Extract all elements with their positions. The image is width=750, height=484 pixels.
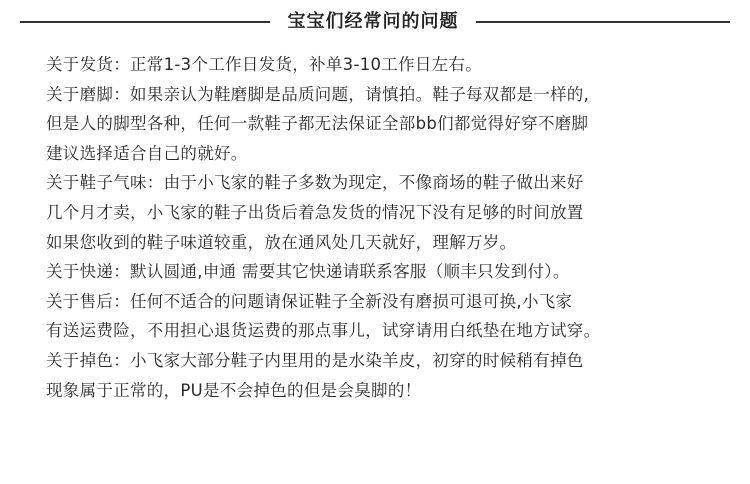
faq-line-fading-2: 现象属于正常的，PU是不会掉色的但是会臭脚的！: [46, 380, 422, 400]
faq-line-odor-1: 关于鞋子气味：由于小飞家的鞋子多数为现定，不像商场的鞋子做出来好: [46, 173, 584, 193]
faq-line-aftersales-1: 关于售后：任何不适合的问题请保证鞋子全新没有磨损可退可换,小飞家: [46, 291, 573, 311]
page-title: 宝宝们经常问的问题: [287, 11, 459, 32]
header-divider-right: [476, 21, 730, 23]
faq-body: [46, 50, 736, 405]
faq-line-chafing-2: 但是人的脚型各种，任何一款鞋子都无法保证全部bb们都觉得好穿不磨脚: [46, 114, 589, 134]
header-divider-left: [20, 21, 270, 23]
faq-line-courier: 关于快递：默认圆通,申通 需要其它快递请联系客服（顺丰只发到付）。: [46, 262, 570, 282]
faq-line-chafing-1: 关于磨脚：如果亲认为鞋磨脚是品质问题，请慎拍。鞋子每双都是一样的,: [46, 84, 590, 104]
faq-line-chafing-3: 建议选择适合自己的就好。: [46, 143, 248, 163]
faq-line-odor-3: 如果您收到的鞋子味道较重，放在通风处几天就好，理解万岁。: [46, 232, 517, 252]
faq-header: [0, 8, 750, 36]
faq-line-shipping: 关于发货：正常1-3个工作日发货，补单3-10工作日左右。: [46, 55, 483, 74]
faq-line-odor-2: 几个月才卖，小飞家的鞋子出货后着急发货的情况下没有足够的时间放置: [46, 202, 584, 222]
faq-line-fading-1: 关于掉色：小飞家大部分鞋子内里用的是水染羊皮，初穿的时候稍有掉色: [46, 350, 584, 370]
faq-line-aftersales-2: 有送运费险，不用担心退货运费的那点事儿，试穿请用白纸垫在地方试穿。: [46, 321, 601, 341]
